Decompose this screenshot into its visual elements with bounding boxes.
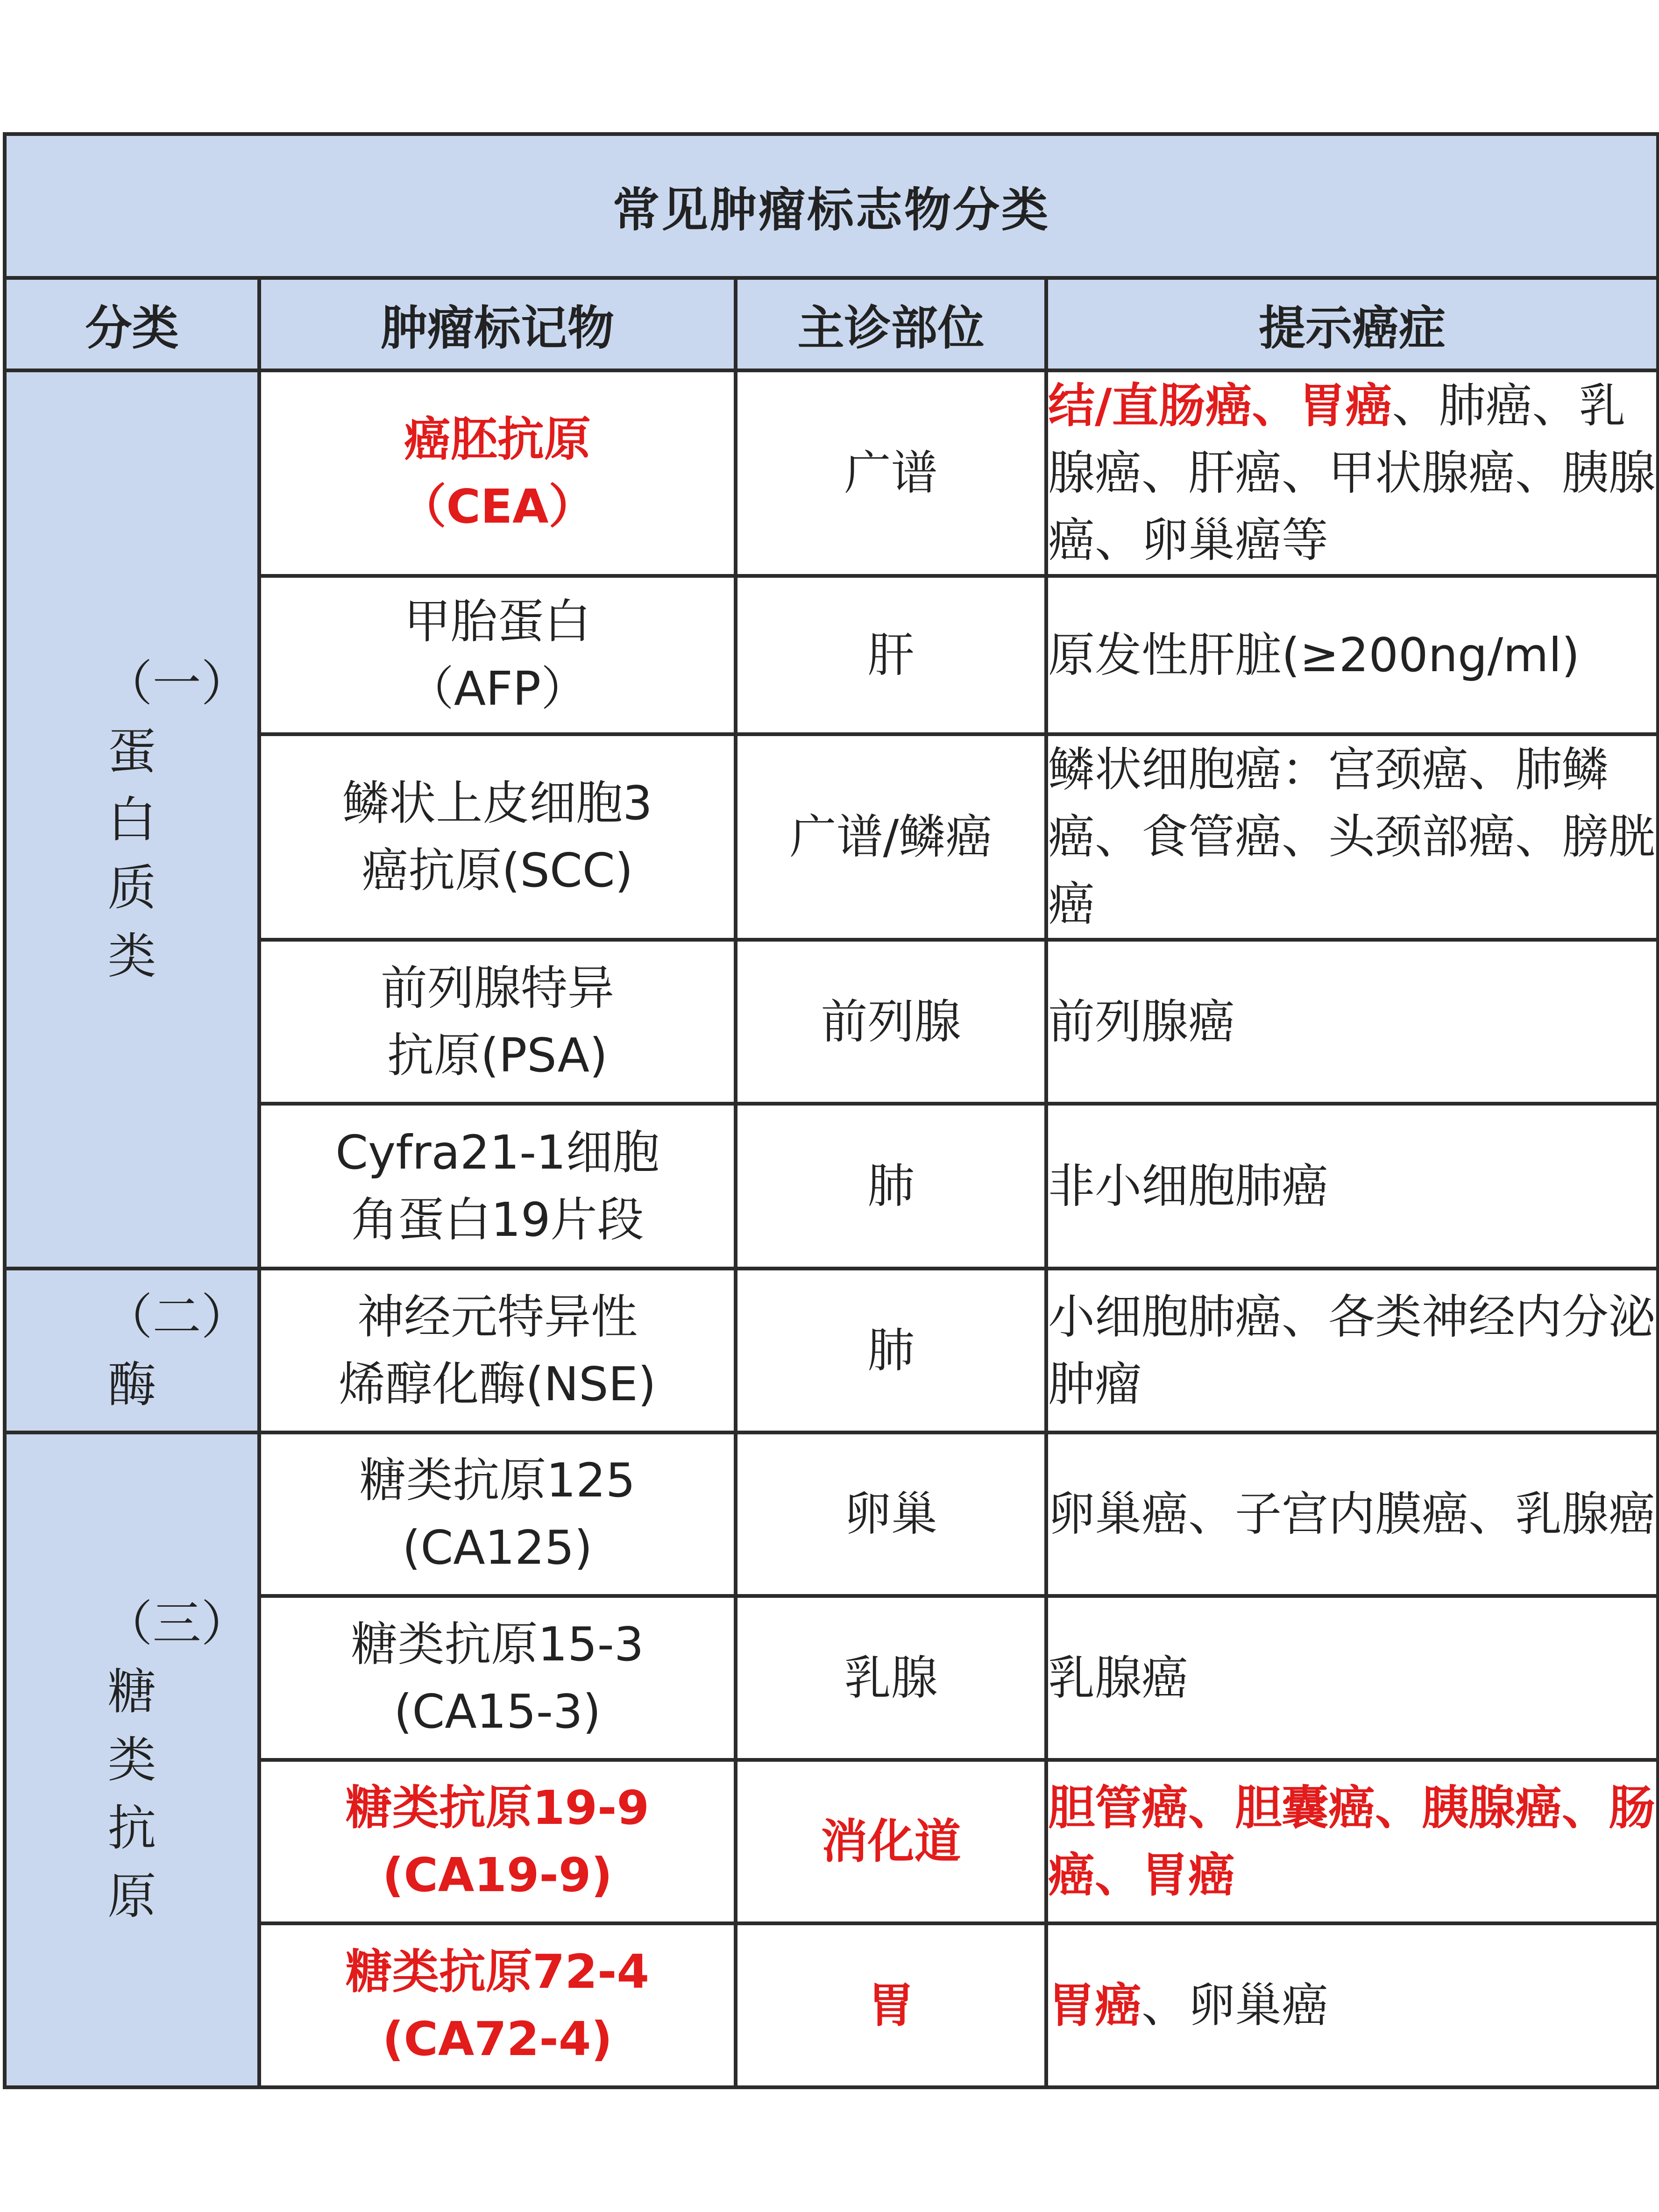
table-title-row xyxy=(5,134,1658,278)
cancer-text: 卵巢癌、子宫内膜癌、乳腺癌 xyxy=(1048,1487,1655,1541)
marker-cell xyxy=(259,576,736,734)
marker-abbr: 癌抗原(SCC) xyxy=(362,843,633,898)
cancer-cell xyxy=(1046,1760,1658,1923)
site-cell: 乳腺 xyxy=(736,1596,1046,1760)
marker-name: 鳞状上皮细胞3 xyxy=(342,776,652,830)
marker-name: 糖类抗原125 xyxy=(359,1453,636,1508)
table-row xyxy=(5,370,1658,576)
marker-name: 糖类抗原72-4 xyxy=(345,1944,650,1999)
cancer-text: 乳腺癌 xyxy=(1048,1650,1188,1705)
cancer-cell xyxy=(1046,370,1658,576)
cancer-cell xyxy=(1046,940,1658,1104)
cancer-cell xyxy=(1046,1269,1658,1432)
cancer-text: 、卵巢癌 xyxy=(1141,1978,1328,2033)
site-cell: 前列腺 xyxy=(736,940,1046,1104)
cancer-highlight: 胃癌 xyxy=(1048,1978,1141,2033)
category-label: （二）酶 xyxy=(104,1288,250,1413)
cancer-text: 非小细胞肺癌 xyxy=(1048,1158,1328,1213)
marker-cell xyxy=(259,1596,736,1760)
marker-abbr: 烯醇化酶(NSE) xyxy=(339,1356,656,1411)
marker-cell xyxy=(259,1269,736,1432)
site-cell: 广谱 xyxy=(736,370,1046,576)
cancer-cell xyxy=(1046,1596,1658,1760)
marker-name: 神经元特异性 xyxy=(357,1289,638,1344)
header-cancer: 提示癌症 xyxy=(1046,278,1658,370)
cancer-cell xyxy=(1046,1104,1658,1269)
marker-cell xyxy=(259,370,736,576)
marker-cell xyxy=(259,1432,736,1596)
header-site: 主诊部位 xyxy=(736,278,1046,370)
site-cell: 肝 xyxy=(736,576,1046,734)
marker-name: 前列腺特异 xyxy=(381,960,614,1015)
site-cell: 肺 xyxy=(736,1104,1046,1269)
cancer-highlight: 结/直肠癌、胃癌 xyxy=(1048,378,1392,433)
tumor-marker-table xyxy=(3,132,1659,2089)
marker-name: 糖类抗原19-9 xyxy=(345,1780,650,1835)
marker-cell xyxy=(259,940,736,1104)
cancer-text: 鳞状细胞癌：宫颈癌、肺鳞癌、食管癌、头颈部癌、膀胱癌 xyxy=(1048,742,1655,931)
category-protein xyxy=(5,370,259,1269)
table-row xyxy=(5,1269,1658,1432)
marker-abbr: (CA72-4) xyxy=(382,2011,613,2066)
marker-name: 癌胚抗原 xyxy=(404,412,591,467)
marker-abbr: 角蛋白19片段 xyxy=(351,1192,644,1247)
header-category: 分类 xyxy=(5,278,259,370)
marker-abbr: (CA15-3) xyxy=(394,1684,601,1739)
header-marker: 肿瘤标记物 xyxy=(259,278,736,370)
site-cell: 肺 xyxy=(736,1269,1046,1432)
marker-name: 甲胎蛋白 xyxy=(404,594,591,649)
cancer-text: 小细胞肺癌、各类神经内分泌肿瘤 xyxy=(1048,1289,1655,1411)
table-title: 常见肿瘤标志物分类 xyxy=(5,134,1658,278)
marker-abbr: （AFP） xyxy=(407,661,588,716)
cancer-cell xyxy=(1046,734,1658,940)
category-label: （三）糖类抗原 xyxy=(104,1595,250,1925)
category-enzyme xyxy=(5,1269,259,1432)
marker-name: 糖类抗原15-3 xyxy=(351,1616,644,1672)
cancer-cell xyxy=(1046,576,1658,734)
marker-abbr: (CA19-9) xyxy=(382,1848,613,1902)
table-row xyxy=(5,1432,1658,1596)
site-cell: 胃 xyxy=(736,1923,1046,2087)
cancer-text: 原发性肝脏(≥200ng/ml) xyxy=(1048,627,1580,682)
marker-cell xyxy=(259,1104,736,1269)
site-cell: 消化道 xyxy=(736,1760,1046,1923)
marker-abbr: （CEA） xyxy=(399,479,596,534)
site-cell: 卵巢 xyxy=(736,1432,1046,1596)
cancer-highlight: 胆管癌、胆囊癌、胰腺癌、肠癌、胃癌 xyxy=(1048,1780,1655,1902)
marker-cell xyxy=(259,1923,736,2087)
marker-name: Cyfra21-1细胞 xyxy=(335,1125,659,1180)
category-label: （一）蛋白质类 xyxy=(104,654,250,985)
cancer-text: 前列腺癌 xyxy=(1048,994,1235,1049)
marker-abbr: 抗原(PSA) xyxy=(387,1028,608,1083)
table-header-row xyxy=(5,278,1658,370)
marker-cell xyxy=(259,734,736,940)
cancer-cell xyxy=(1046,1923,1658,2087)
marker-abbr: (CA125) xyxy=(402,1520,593,1575)
marker-cell xyxy=(259,1760,736,1923)
category-carbohydrate xyxy=(5,1432,259,2087)
site-cell: 广谱/鳞癌 xyxy=(736,734,1046,940)
cancer-text: 、肺癌、乳腺癌、肝癌、甲状腺癌、胰腺癌、卵巢癌等 xyxy=(1048,378,1655,567)
cancer-cell xyxy=(1046,1432,1658,1596)
